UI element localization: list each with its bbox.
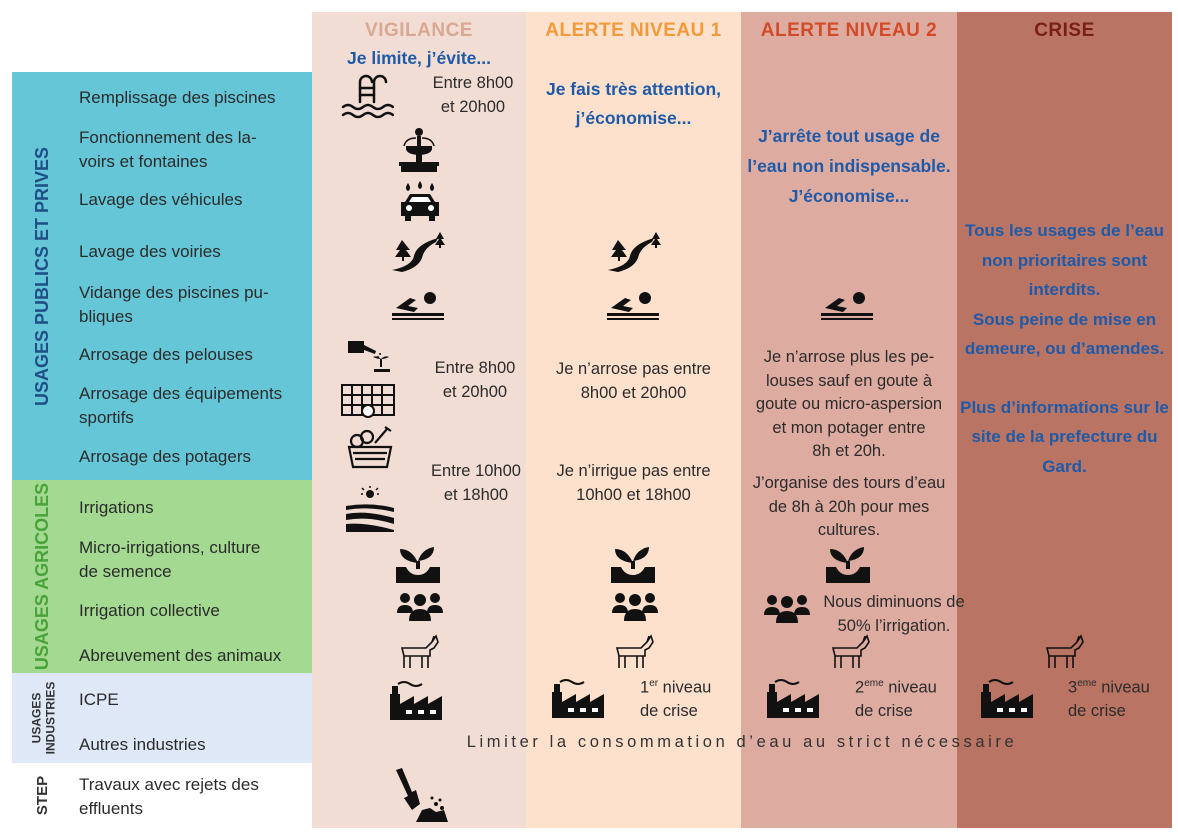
row-travaux-effluents: Travaux avec rejets des effluents [79, 775, 259, 818]
group-icon [610, 591, 660, 621]
row-abreuvement-animaux: Abreuvement des animaux [79, 646, 282, 665]
header-alerte-niveau-1: ALERTE NIVEAU 1 [545, 20, 722, 41]
factory-icon [388, 680, 450, 720]
group-icon [395, 591, 445, 621]
pool-ladder-icon [340, 72, 394, 120]
row-icpe: ICPE [79, 690, 119, 709]
swimmer-icon [390, 288, 446, 320]
row-micro-irrigations: Micro-irrigations, culture de semence [79, 538, 261, 581]
goat-icon [827, 634, 873, 670]
swimmer-icon [605, 288, 661, 320]
category-label-industries-1: USAGES [29, 692, 43, 744]
category-label-agricoles: USAGES AGRICOLES [32, 482, 53, 671]
crise-icpe-note: 3eme niveau de crise [1068, 678, 1150, 720]
row-remplissage-piscines: Remplissage des piscines [79, 88, 276, 107]
vigilance-irrigation-hours: Entre 10h00 et 18h00 [431, 462, 521, 504]
alerte1-slogan: Je fais très attention, j’économise... [545, 79, 722, 128]
goat-icon [396, 634, 442, 670]
goal-net-icon [340, 383, 396, 419]
road-icon [606, 230, 664, 272]
row-vidange-piscines: Vidange des piscines pu- bliques [79, 283, 269, 326]
alerte2-slogan: J’arrête tout usage de l’eau non indispensable. J’économise... [747, 126, 951, 206]
category-label-step: STEP [34, 775, 52, 816]
alerte2-irrigation-note: J’organise des tours d’eau de 8h à 20h pour mes cultures. [752, 474, 946, 539]
header-crise: CRISE [1034, 20, 1095, 41]
factory-icon [976, 678, 1044, 718]
row-arrosage-potagers: Arrosage des potagers [79, 447, 251, 466]
sprout-icon [824, 543, 872, 583]
row-lavage-vehicules: Lavage des véhicules [79, 190, 243, 209]
sprout-icon [394, 543, 442, 583]
row-arrosage-equipements: Arrosage des équipements sportifs [79, 384, 283, 427]
alerte2-arrosage-note: Je n’arrose plus les pe- louses sauf en goute à goute ou micro-aspersion et mon potager entre 8h et 20h. [755, 348, 943, 460]
category-label-industries-2: INDUSTRIES [43, 681, 57, 755]
row-irrigations: Irrigations [79, 498, 154, 517]
watering-can-icon [344, 333, 392, 375]
alerte2-icpe-note: 2eme niveau de crise [855, 678, 937, 720]
row-autres-industries: Autres industries [79, 735, 206, 754]
vegetable-basket-icon [345, 425, 395, 471]
alerte2-collective-note: Nous diminuons de 50% l’irrigation. [823, 593, 965, 635]
row-lavage-voiries: Lavage des voiries [79, 242, 221, 261]
shovel-icon [392, 766, 450, 824]
header-alerte-niveau-2: ALERTE NIVEAU 2 [760, 20, 938, 41]
alerte1-arrosage-note: Je n’arrose pas entre 8h00 et 20h00 [555, 360, 711, 402]
goat-icon [611, 634, 657, 670]
row-irrigation-collective: Irrigation collective [79, 601, 220, 620]
group-icon [762, 593, 812, 623]
row-arrosage-pelouses: Arrosage des pelouses [79, 345, 253, 364]
swimmer-icon [819, 288, 875, 320]
row-lavoirs-fontaines: Fonctionnement des la- voirs et fontaines [79, 128, 257, 171]
crise-message: Tous les usages de l’eau non prioritaires sont interdits. Sous peine de mise en demeure, ou d’amendes. Plus d’informations sur le site de la prefecture du Gard. [960, 221, 1169, 476]
road-icon [390, 230, 448, 272]
header-vigilance: VIGILANCE [365, 20, 473, 41]
category-label-publics: USAGES PUBLICS ET PRIVES [32, 146, 53, 406]
industries-note: Limiter la consommation d’eau au strict nécessaire [466, 733, 1018, 751]
fountain-icon [396, 126, 442, 174]
factory-icon [762, 678, 830, 718]
vigilance-piscine-hours: Entre 8h00 et 20h00 [432, 74, 514, 116]
alerte1-icpe-note: 1er niveau de crise [640, 678, 712, 720]
goat-icon [1041, 634, 1087, 670]
vigilance-slogan: Je limite, j’évite... [347, 48, 491, 68]
sprout-icon [609, 543, 657, 583]
alerte1-irrigation-note: Je n’irrigue pas entre 10h00 et 18h00 [556, 462, 711, 504]
field-icon [344, 486, 396, 532]
vigilance-arrosage-hours: Entre 8h00 et 20h00 [434, 359, 516, 401]
factory-icon [547, 678, 615, 718]
car-wash-icon [397, 180, 443, 228]
